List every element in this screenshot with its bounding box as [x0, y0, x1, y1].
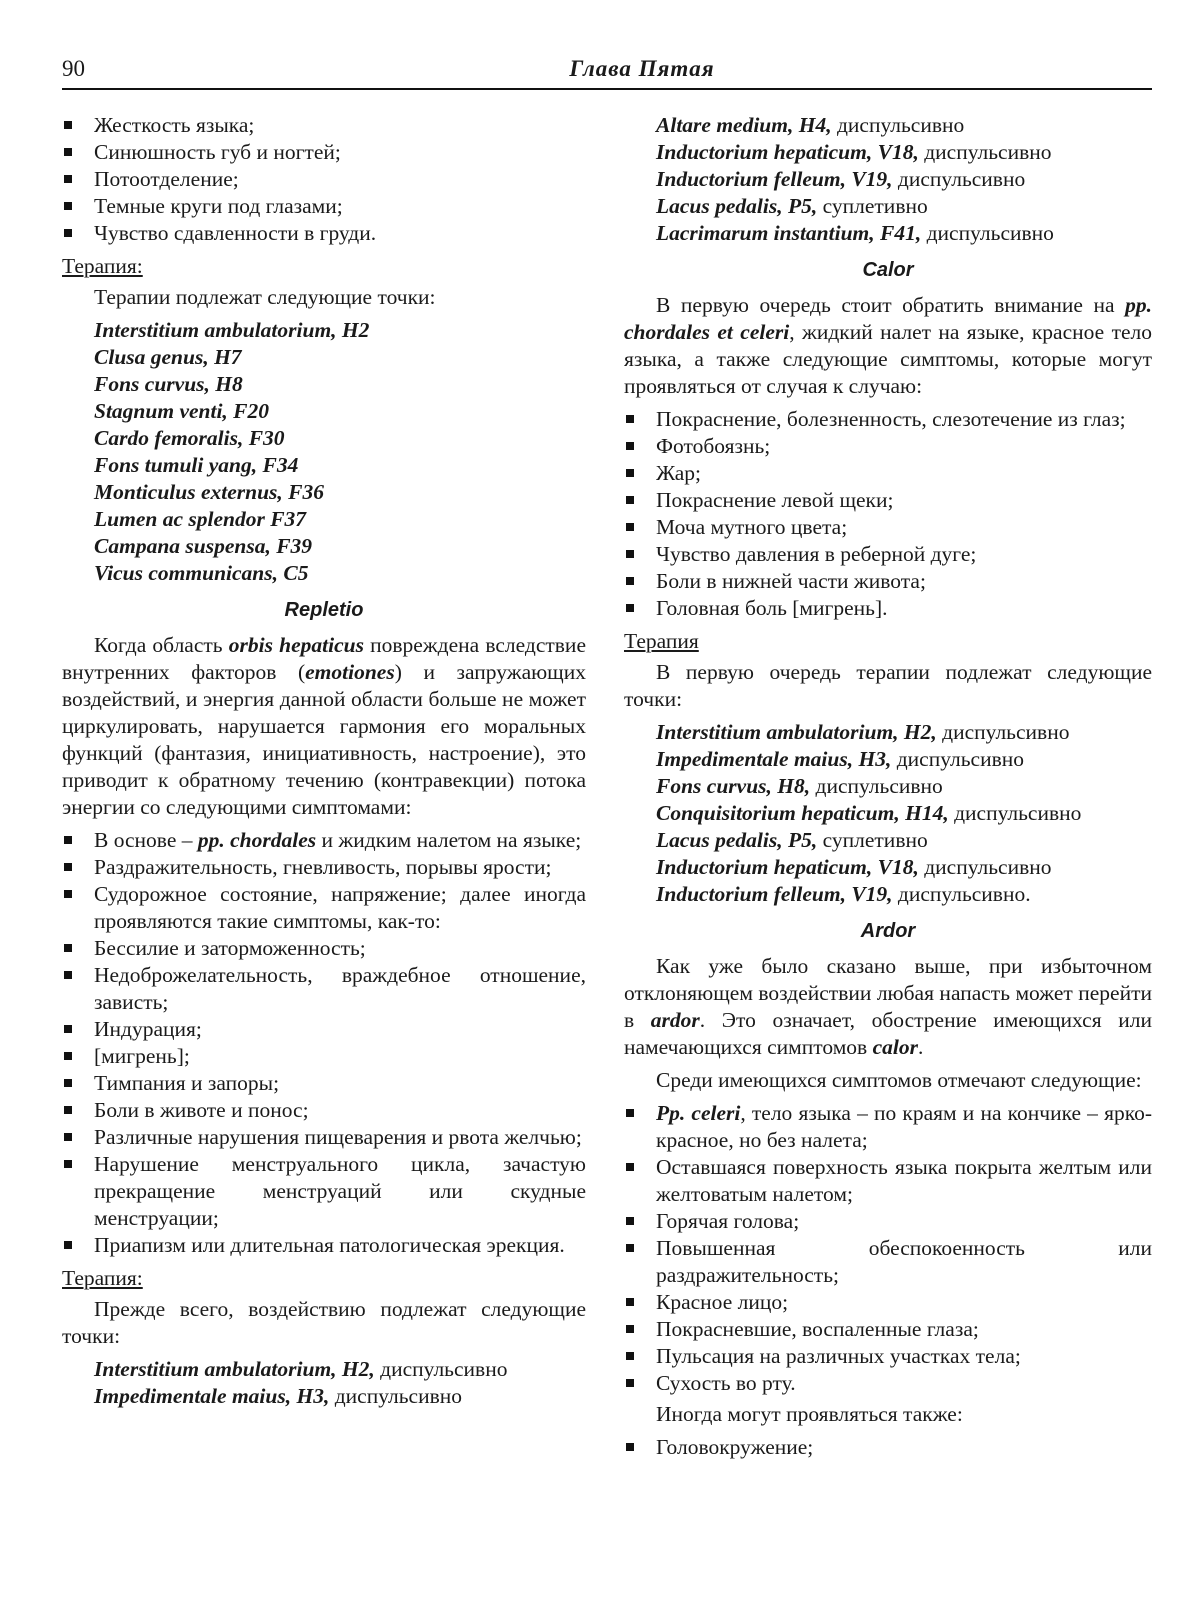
list-item: Тимпания и запоры; — [62, 1070, 586, 1097]
right-column — [624, 112, 1152, 1461]
point-action: диспульсивно — [936, 720, 1070, 744]
point-action: диспульсивно — [891, 747, 1024, 771]
point-item — [656, 193, 1152, 220]
text-run: , жидкий налет на языке, красное тело языка, а также следующие симптомы, которые могут проявляться от случая к случаю: — [624, 320, 1152, 398]
list-item: Нарушение менструального цикла, зачастую прекращение менструаций или скудные менструации; — [62, 1151, 586, 1232]
symptom-list-ardor — [624, 1100, 1152, 1397]
ardor-paragraph-2: Среди имеющихся симптомов отмечают следующие: — [656, 1068, 1142, 1092]
therapy-intro: В первую очередь терапии подлежат следующие точки: — [624, 660, 1152, 711]
point-item — [656, 139, 1152, 166]
point-item — [656, 112, 1152, 139]
point-name: Fons curvus, H8, — [656, 774, 811, 798]
point-item: Stagnum venti, F20 — [94, 399, 270, 423]
list-item: Повышенная обеспокоенность или раздражительность; — [624, 1235, 1152, 1289]
point-item: Fons tumuli yang, F34 — [94, 453, 299, 477]
list-item: Жар; — [624, 460, 1152, 487]
point-action: диспульсивно — [948, 801, 1082, 825]
point-name: Impedimentale maius, H3, — [656, 747, 892, 771]
section-heading-calor: Calor — [862, 259, 914, 281]
list-item: Пульсация на различных участках тела; — [624, 1343, 1152, 1370]
list-item: Темные круги под глазами; — [62, 193, 586, 220]
point-action: диспульсивно — [918, 140, 1052, 164]
point-item — [656, 220, 1152, 247]
list-item: Потоотделение; — [62, 166, 586, 193]
list-item: Различные нарушения пищеварения и рвота желчью; — [62, 1124, 586, 1151]
point-item — [656, 746, 1152, 773]
point-action: диспульсивно — [831, 113, 965, 137]
therapy-intro: Прежде всего, воздействию подлежат следующие точки: — [62, 1297, 586, 1348]
point-name: Interstitium ambulatorium, H2, — [94, 1357, 375, 1381]
list-item: Индурация; — [62, 1016, 586, 1043]
point-item: Cardo femoralis, F30 — [94, 426, 285, 450]
text-run: В первую очередь стоит обратить внимание на — [656, 293, 1126, 317]
point-name: Lacrimarum instantium, F41, — [656, 221, 922, 245]
list-item: Судорожное состояние, напряжение; далее иногда проявляются такие симптомы, как-то: — [62, 881, 586, 935]
point-item — [656, 854, 1152, 881]
point-item — [94, 1356, 586, 1383]
term: orbis hepaticus — [228, 633, 364, 657]
point-list — [624, 719, 1152, 908]
section-heading-repletio: Repletio — [284, 599, 364, 621]
list-item: Недоброжелательность, враждебное отношение, зависть; — [62, 962, 586, 1016]
text-run: Как уже было сказано выше, при избыточном отклоняющем воздействии любая напасть может перейти в — [624, 954, 1152, 1032]
point-name: Lacus pedalis, P5, — [656, 828, 818, 852]
list-item: Покраснение, болезненность, слезотечение из глаз; — [624, 406, 1152, 433]
point-name: Inductorium felleum, V19, — [656, 882, 893, 906]
point-name: Inductorium hepaticum, V18, — [656, 140, 919, 164]
point-action: диспульсивно — [892, 167, 1026, 191]
point-name: Inductorium felleum, V19, — [656, 167, 893, 191]
list-item: Горячая голова; — [624, 1208, 1152, 1235]
list-item: Головокружение; — [624, 1434, 1152, 1461]
term: pp. chordales et celeri — [624, 293, 1152, 344]
point-action: диспульсивно — [374, 1357, 508, 1381]
point-action: диспульсивно — [921, 221, 1054, 245]
point-item — [656, 881, 1152, 908]
symptom-list-last — [624, 1434, 1152, 1461]
list-item: Покраснение левой щеки; — [624, 487, 1152, 514]
point-list — [62, 317, 586, 587]
page-number: 90 — [62, 56, 85, 81]
symptom-list-calor — [624, 406, 1152, 622]
point-name: Inductorium hepaticum, V18, — [656, 855, 919, 879]
symptom-list-repletio — [62, 827, 586, 1259]
term: Pp. celeri — [656, 1101, 741, 1125]
text-run: . — [917, 1035, 924, 1059]
point-item — [94, 1383, 586, 1410]
therapy-label: Терапия: — [62, 254, 143, 278]
point-item — [656, 773, 1152, 800]
list-item: Оставшаяся поверхность языка покрыта желтым или желтоватым налетом; — [624, 1154, 1152, 1208]
list-item: Чувство сдавленности в груди. — [62, 220, 586, 247]
list-item: Приапизм или длительная патологическая эрекция. — [62, 1232, 586, 1259]
list-item: [мигрень]; — [62, 1043, 586, 1070]
list-item: Сухость во рту. — [624, 1370, 1152, 1397]
point-item: Monticulus externus, F36 — [94, 480, 324, 504]
point-item: Interstitium ambulatorium, H2 — [94, 318, 370, 342]
list-item: Раздражительность, гневливость, порывы ярости; — [62, 854, 586, 881]
list-item: Моча мутного цвета; — [624, 514, 1152, 541]
point-name: Conquisitorium hepaticum, H14, — [656, 801, 949, 825]
point-item: Campana suspensa, F39 — [94, 534, 313, 558]
point-list — [624, 112, 1152, 247]
text-run: и жидким налетом на языке; — [316, 828, 582, 852]
list-item: Чувство давления в реберной дуге; — [624, 541, 1152, 568]
point-name: Lacus pedalis, P5, — [656, 194, 818, 218]
list-item — [62, 827, 586, 854]
point-item — [656, 800, 1152, 827]
also-paragraph: Иногда могут проявляться также: — [656, 1402, 963, 1426]
point-name: Interstitium ambulatorium, H2, — [656, 720, 937, 744]
list-item: Покрасневшие, воспаленные глаза; — [624, 1316, 1152, 1343]
symptom-list-top — [62, 112, 586, 247]
point-action: суплетивно — [817, 194, 928, 218]
term: ardor — [650, 1008, 700, 1032]
point-item — [656, 827, 1152, 854]
list-item: Головная боль [мигрень]. — [624, 595, 1152, 622]
point-item: Fons curvus, H8 — [94, 372, 243, 396]
point-action: суплетивно — [817, 828, 928, 852]
text-run: В основе – — [94, 828, 198, 852]
text-run: , тело языка – по краям и на кончике – ярко-красное, но без налета; — [656, 1101, 1152, 1152]
section-heading-ardor: Ardor — [860, 920, 916, 942]
point-name: Altare medium, H4, — [656, 113, 832, 137]
list-item: Боли в нижней части живота; — [624, 568, 1152, 595]
point-name: Impedimentale maius, H3, — [94, 1384, 330, 1408]
ardor-paragraph — [624, 953, 1152, 1061]
therapy-label: Терапия — [624, 629, 699, 653]
list-item: Бессилие и заторможенность; — [62, 935, 586, 962]
point-action: диспульсивно — [918, 855, 1052, 879]
point-item — [656, 719, 1152, 746]
therapy-intro: Терапии подлежат следующие точки: — [94, 285, 436, 309]
list-item — [624, 1100, 1152, 1154]
list-item: Синюшность губ и ногтей; — [62, 139, 586, 166]
text-run: ) и запружающих воздействий, и энергия данной области больше не может циркулировать, нарушается гармония его моральных функций (фантазия, инициативность, настроение), это приводит к обратному течению (контравекции) потока энергии со следующими симптомами: — [62, 660, 586, 819]
point-item: Lumen ac splendor F37 — [94, 507, 307, 531]
text-run: повреждена вследствие внутренних факторов ( — [62, 633, 586, 684]
list-item: Жесткость языка; — [62, 112, 586, 139]
point-item — [656, 166, 1152, 193]
repletio-paragraph — [62, 632, 586, 821]
point-action: диспульсивно — [810, 774, 943, 798]
calor-paragraph — [624, 292, 1152, 400]
text-run: Когда область — [94, 633, 229, 657]
term: calor — [872, 1035, 918, 1059]
point-item: Vicus communicans, C5 — [94, 561, 309, 585]
list-item: Красное лицо; — [624, 1289, 1152, 1316]
left-column — [62, 112, 586, 1416]
therapy-label: Терапия: — [62, 1266, 143, 1290]
list-item: Фотобоязнь; — [624, 433, 1152, 460]
page-header — [62, 54, 1152, 90]
list-item: Боли в животе и понос; — [62, 1097, 586, 1124]
term: pp. chordales — [197, 828, 317, 852]
point-action: диспульсивно — [329, 1384, 462, 1408]
text-run: . Это означает, обострение имеющихся или намечающихся симптомов — [624, 1008, 1152, 1059]
point-action: диспульсивно. — [892, 882, 1031, 906]
point-list — [62, 1356, 586, 1410]
point-item: Clusa genus, H7 — [94, 345, 242, 369]
chapter-title: Глава Пятая — [569, 56, 715, 81]
term: emotiones — [305, 660, 395, 684]
